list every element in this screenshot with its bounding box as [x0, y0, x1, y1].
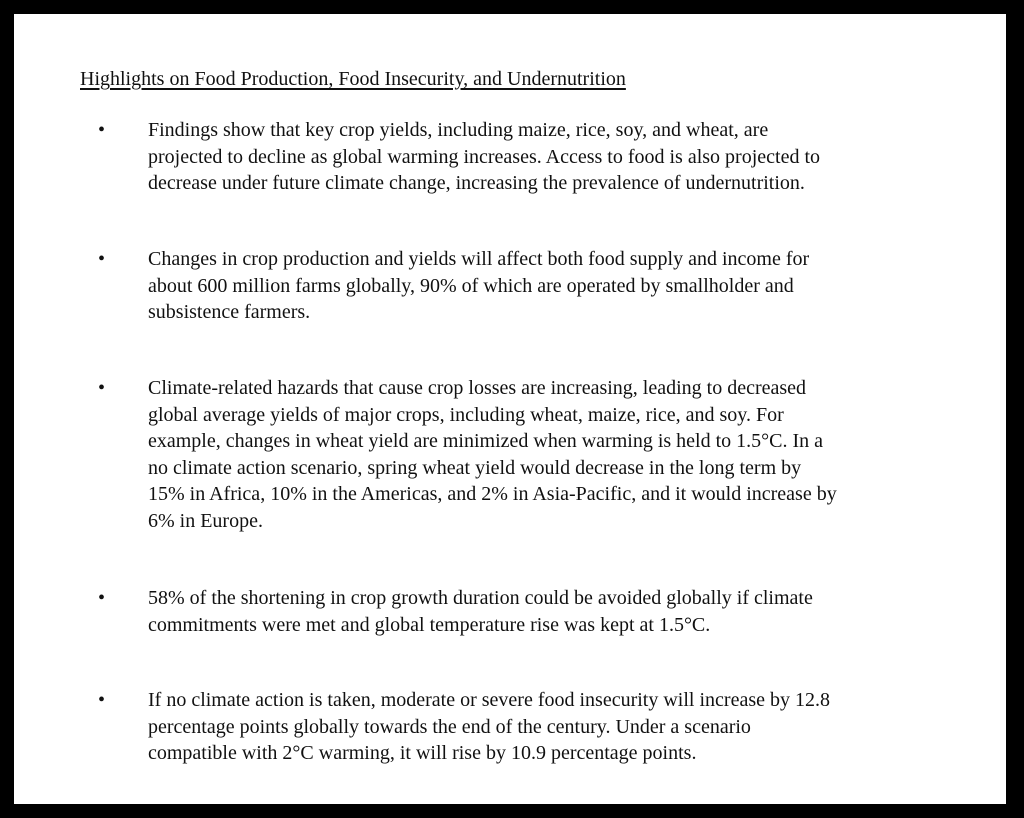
bullet-icon: •: [98, 377, 106, 399]
bullet-text: 58% of the shortening in crop growth duration could be avoided globally if climate commitments were met and global temperature rise was kept at 1.5°C.: [148, 587, 813, 636]
bullet-text: Climate-related hazards that cause crop losses are increasing, leading to decreased global average yields of major crops, including wheat, maize, rice, and soy. For example, changes in wheat yield are minimized when warming is held to 1.5°C. In a no climate action scenario, spring wheat yield would decrease in the long term by 15% in Africa, 10% in the Americas, and 2% in Asia-Pacific, and it would increase by 6% in Europe.: [148, 377, 837, 532]
bullet-text: If no climate action is taken, moderate or severe food insecurity will increase by 12.8 percentage points globally towards the end of the century. Under a scenario compatible with 2°C warming, it will rise by 10.9 percentage points.: [148, 689, 830, 764]
bullet-icon: •: [98, 119, 106, 141]
bullet-icon: •: [98, 248, 106, 270]
bullet-text: Changes in crop production and yields will affect both food supply and income for about 600 million farms globally, 90% of which are operated by smallholder and subsistence farmers.: [148, 248, 810, 323]
document-heading: Highlights on Food Production, Food Insecurity, and Undernutrition: [80, 68, 626, 90]
bullet-icon: •: [98, 689, 106, 711]
bullet-text: Findings show that key crop yields, including maize, rice, soy, and wheat, are projected to decline as global warming increases. Access to food is also projected to decrease under future climate change, increasing the prevalence of undernutrition.: [148, 119, 821, 194]
document-page: [14, 14, 1006, 804]
bullet-icon: •: [98, 587, 106, 609]
